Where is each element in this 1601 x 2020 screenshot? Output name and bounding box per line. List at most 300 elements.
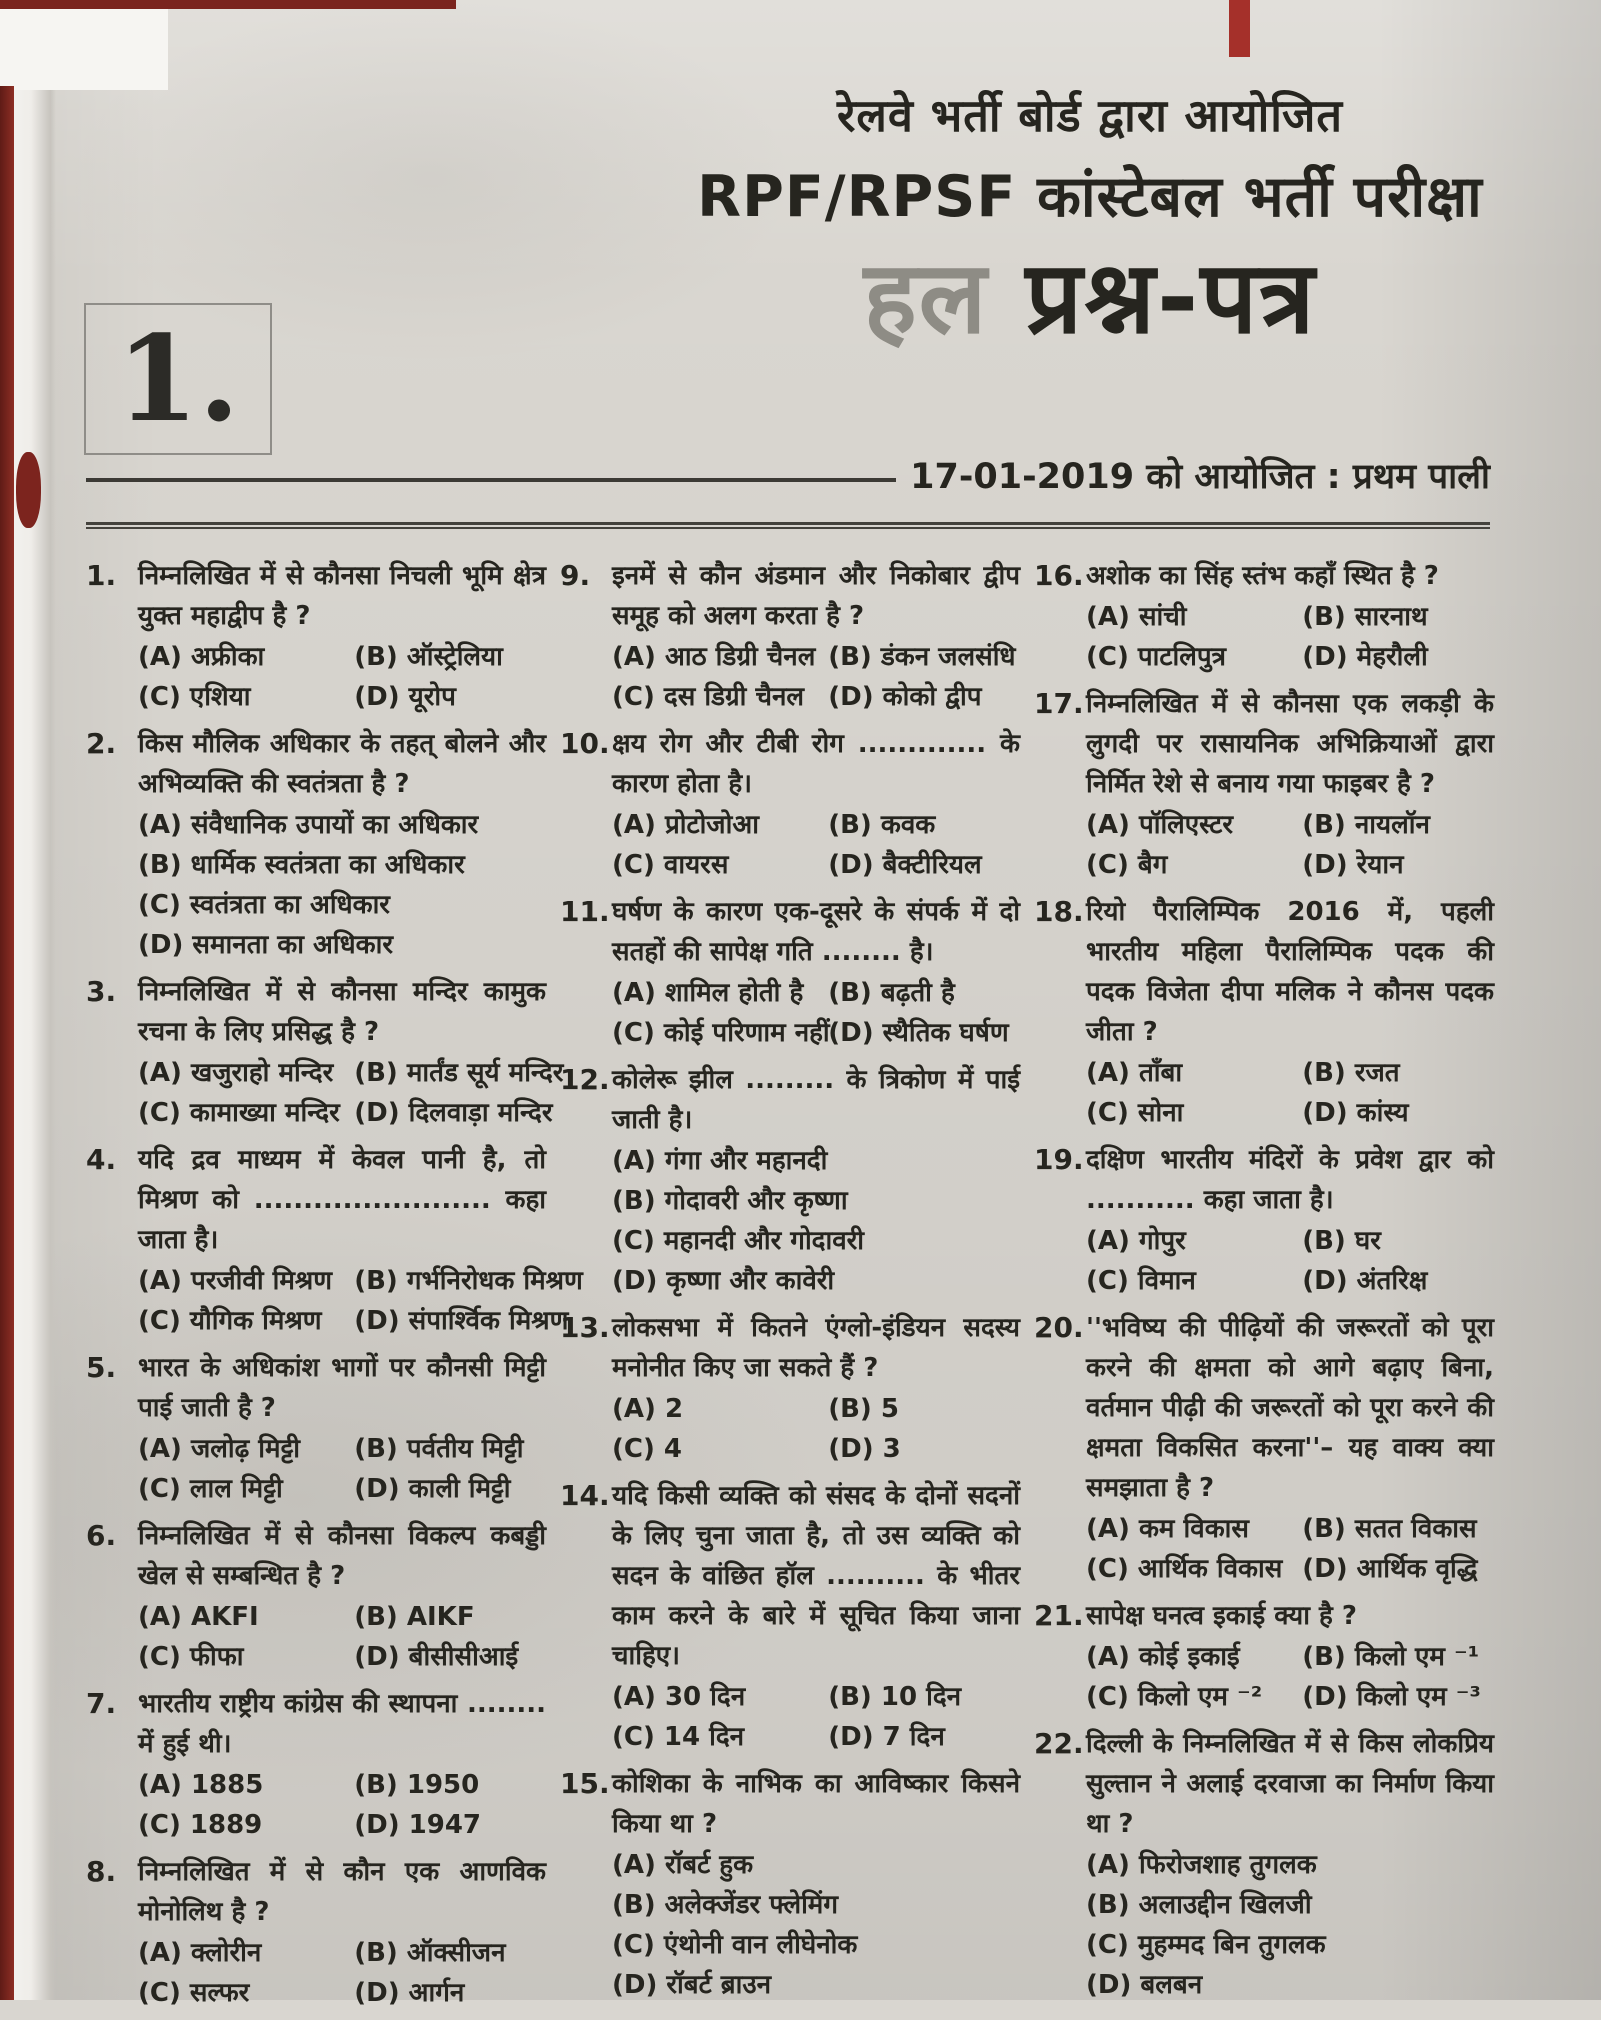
question-item [86, 556, 546, 717]
question-body [138, 1852, 546, 2013]
option-text: महानदी और गोदावरी [654, 1226, 865, 1256]
option-text: यूरोप [399, 682, 456, 712]
option-label: (B) [828, 642, 872, 672]
question-number: 12. [560, 1063, 610, 1096]
question-text: कोशिका के नाभिक का आविष्कार किसने किया था ? [612, 1769, 1020, 1839]
question-number: 8. [86, 1855, 117, 1888]
book-cover-left-edge [0, 86, 14, 2000]
option-label: (A) [138, 1058, 182, 1088]
option-item [138, 1637, 354, 1677]
option-label: (D) [1302, 642, 1348, 672]
option-item [1086, 1509, 1302, 1549]
option-item [1086, 805, 1302, 845]
option-item [612, 1181, 1020, 1221]
options-grid [138, 1933, 546, 2013]
option-label: (C) [1086, 1682, 1129, 1712]
option-text: पाटलिपुत्र [1128, 642, 1226, 672]
option-item [354, 1973, 546, 2013]
option-item [1086, 1637, 1302, 1677]
option-text: फीफा [180, 1642, 244, 1672]
option-item [1086, 1885, 1494, 1925]
option-label: (C) [1086, 1098, 1129, 1128]
option-label: (A) [138, 1770, 182, 1800]
options-grid [138, 1597, 546, 1677]
option-text: आर्थिक विकास [1128, 1554, 1283, 1584]
option-label: (C) [138, 1978, 181, 2008]
option-item [1086, 1093, 1302, 1133]
option-item [1302, 597, 1494, 637]
option-label: (D) [354, 682, 400, 712]
option-text: किलो एम ⁻² [1128, 1682, 1263, 1712]
option-text: आर्गन [399, 1978, 465, 2008]
option-label: (C) [1086, 850, 1129, 880]
paper-title-word-question-paper: प्रश्न-पत्र [1025, 239, 1317, 356]
option-item [138, 805, 546, 845]
option-item [612, 1429, 828, 1469]
option-item [354, 1805, 546, 1845]
option-item [612, 1141, 1020, 1181]
option-item [1302, 1261, 1494, 1301]
question-item [86, 724, 546, 965]
exam-date-row [86, 452, 1490, 499]
option-label: (A) [612, 1146, 656, 1176]
option-text: आठ डिग्री चैनल [655, 642, 816, 672]
option-text: मुहम्मद बिन तुगलक [1128, 1930, 1326, 1960]
option-label: (C) [612, 1018, 655, 1048]
option-text: ताँबा [1129, 1058, 1183, 1088]
question-item [1034, 1140, 1494, 1301]
option-label: (D) [354, 1306, 400, 1336]
option-item [1302, 845, 1494, 885]
option-text: सल्फर [180, 1978, 250, 2008]
option-label: (D) [612, 1266, 658, 1296]
options-grid [1086, 1509, 1494, 1589]
question-body [1086, 556, 1494, 677]
option-label: (B) [354, 1938, 398, 1968]
option-label: (B) [1302, 1642, 1346, 1672]
options-grid [138, 1053, 564, 1133]
option-text: घर [1345, 1226, 1381, 1256]
options-grid [138, 805, 546, 965]
option-label: (B) [612, 1890, 656, 1920]
question-body [1086, 892, 1494, 1133]
question-body [138, 972, 564, 1133]
option-label: (A) [612, 1394, 656, 1424]
option-label: (A) [1086, 810, 1130, 840]
paper-title [660, 239, 1520, 356]
option-text: बैक्टीरियल [873, 850, 982, 880]
question-column-2 [560, 556, 1020, 2020]
question-body [1086, 1724, 1494, 2005]
option-text: स्थैतिक घर्षण [873, 1018, 1009, 1048]
question-text: दक्षिण भारतीय मंदिरों के प्रवेश द्वार को ........... कहा जाता है। [1086, 1145, 1494, 1215]
option-text: एशिया [180, 682, 251, 712]
option-text: समानता का अधिकार [183, 930, 393, 960]
option-text: प्रोटोजोआ [655, 810, 759, 840]
options-grid [1086, 1221, 1494, 1301]
question-item [560, 892, 1020, 1053]
option-item [354, 1093, 553, 1133]
option-label: (D) [612, 1970, 658, 2000]
option-item [1086, 845, 1302, 885]
option-text: अलाउद्दीन खिलजी [1129, 1890, 1312, 1920]
question-item [560, 1764, 1020, 2005]
option-text: 5 [871, 1394, 899, 1424]
option-label: (D) [354, 1642, 400, 1672]
question-number: 21. [1034, 1599, 1084, 1632]
option-label: (D) [828, 1722, 874, 1752]
options-grid [612, 1141, 1020, 1301]
option-item [354, 1261, 583, 1301]
option-item [612, 1221, 1020, 1261]
option-text: कम विकास [1129, 1514, 1249, 1544]
header-exam-name-line: RPF/RPSF कांस्टेबल भर्ती परीक्षा [697, 164, 1483, 230]
option-label: (B) [138, 850, 182, 880]
option-item [828, 637, 1020, 677]
option-text: काली मिट्टी [399, 1474, 511, 1504]
option-label: (B) [828, 810, 872, 840]
question-text: क्षय रोग और टीबी रोग ............. के कारण होता है। [612, 729, 1020, 799]
option-item [354, 1637, 546, 1677]
option-item [612, 637, 828, 677]
option-label: (A) [612, 642, 656, 672]
options-grid [1086, 1845, 1494, 2005]
question-number: 20. [1034, 1311, 1084, 1344]
question-body [1086, 1140, 1494, 1301]
option-text: परजीवी मिश्रण [181, 1266, 333, 1296]
book-cover-top-right-mark [1229, 0, 1250, 57]
option-item [612, 973, 828, 1013]
option-item [1302, 1677, 1494, 1717]
option-label: (D) [1302, 1098, 1348, 1128]
option-label: (A) [138, 810, 182, 840]
question-number: 2. [86, 727, 117, 760]
option-item [828, 973, 1020, 1013]
option-label: (A) [1086, 1058, 1130, 1088]
question-number: 15. [560, 1767, 610, 1800]
option-item [828, 677, 1020, 717]
option-text: बैग [1128, 850, 1168, 880]
option-label: (D) [354, 1978, 400, 2008]
option-text: डंकन जलसंधि [871, 642, 1016, 672]
option-item [354, 1301, 569, 1341]
option-text: रॉबर्ट हुक [655, 1850, 754, 1880]
option-item [612, 1845, 1020, 1885]
question-number: 1. [86, 559, 117, 592]
option-item [138, 1765, 354, 1805]
option-label: (A) [1086, 1850, 1130, 1880]
option-text: यौगिक मिश्रण [180, 1306, 322, 1336]
option-item [612, 1261, 1020, 1301]
option-text: संपार्श्विक मिश्रण [399, 1306, 569, 1336]
option-label: (C) [612, 1434, 655, 1464]
option-item [138, 1053, 354, 1093]
question-item [560, 1308, 1020, 1469]
options-grid [612, 1677, 1020, 1757]
question-item [86, 1516, 546, 1677]
option-label: (A) [1086, 602, 1130, 632]
question-body [138, 1684, 546, 1845]
header-organizer-line: रेलवे भर्ती बोर्ड द्वारा आयोजित [837, 89, 1343, 142]
option-text: गंगा और महानदी [655, 1146, 828, 1176]
question-columns [86, 556, 1494, 2020]
option-text: स्वतंत्रता का अधिकार [180, 890, 390, 920]
option-label: (D) [354, 1098, 400, 1128]
option-text: ऑस्ट्रेलिया [397, 642, 503, 672]
question-number: 6. [86, 1519, 117, 1552]
option-text: बीसीसीआई [399, 1642, 519, 1672]
option-text: कोई परिणाम नहीं [654, 1018, 830, 1048]
option-text: अफ्रीका [181, 642, 265, 672]
option-text: कोई इकाई [1129, 1642, 1240, 1672]
option-label: (A) [138, 1266, 182, 1296]
option-label: (D) [1302, 1266, 1348, 1296]
option-text: 1889 [180, 1810, 263, 1840]
question-item [1034, 892, 1494, 1133]
option-item [1302, 637, 1494, 677]
option-text: AIKF [397, 1602, 475, 1632]
options-grid [138, 1765, 546, 1845]
question-text: भारतीय राष्ट्रीय कांग्रेस की स्थापना ........ में हुई थी। [138, 1689, 546, 1759]
option-label: (C) [1086, 1930, 1129, 1960]
option-text: सतत विकास [1345, 1514, 1477, 1544]
option-label: (C) [612, 1930, 655, 1960]
option-label: (D) [354, 1474, 400, 1504]
question-column-3 [1034, 556, 1494, 2020]
question-body [612, 556, 1020, 717]
option-label: (C) [138, 682, 181, 712]
option-label: (B) [354, 1058, 398, 1088]
option-item [1302, 1221, 1494, 1261]
question-number: 7. [86, 1687, 117, 1720]
question-number: 16. [1034, 559, 1084, 592]
option-label: (C) [138, 1642, 181, 1672]
question-text: लोकसभा में कितने एंग्लो-इंडियन सदस्य मनोनीत किए जा सकते हैं ? [612, 1313, 1020, 1383]
question-number: 11. [560, 895, 610, 928]
option-item [1302, 1053, 1494, 1093]
option-item [828, 1717, 1020, 1757]
question-body [138, 556, 546, 717]
option-text: अंतरिक्ष [1347, 1266, 1428, 1296]
option-item [138, 1301, 354, 1341]
option-item [138, 677, 354, 717]
question-text: निम्नलिखित में से कौनसा मन्दिर कामुक रचना के लिए प्रसिद्ध है ? [138, 977, 546, 1047]
options-grid [612, 1389, 1020, 1469]
option-item [1302, 1637, 1494, 1677]
option-item [612, 1885, 1020, 1925]
option-text: 1885 [181, 1770, 264, 1800]
option-item [354, 1053, 564, 1093]
options-grid [612, 1845, 1020, 2005]
option-item [354, 637, 546, 677]
option-label: (C) [612, 1722, 655, 1752]
page-corner-highlight [0, 0, 168, 90]
option-text: गोदावरी और कृष्णा [655, 1186, 848, 1216]
book-cover-top-edge [0, 0, 456, 9]
option-text: दिलवाड़ा मन्दिर [399, 1098, 553, 1128]
option-item [138, 637, 354, 677]
option-label: (B) [828, 978, 872, 1008]
option-text: AKFI [181, 1602, 259, 1632]
question-text: सापेक्ष घनत्व इकाई क्या है ? [1086, 1601, 1357, 1631]
question-number: 19. [1034, 1143, 1084, 1176]
option-label: (D) [354, 1810, 400, 1840]
option-item [1302, 1549, 1494, 1589]
option-label: (B) [354, 1770, 398, 1800]
option-text: किलो एम ⁻³ [1347, 1682, 1481, 1712]
option-text: अलेक्जेंडर फ्लेमिंग [655, 1890, 838, 1920]
question-body [1086, 684, 1494, 885]
option-item [138, 1429, 354, 1469]
options-grid [1086, 805, 1494, 885]
options-grid [1086, 1637, 1494, 1717]
question-item [1034, 684, 1494, 885]
option-text: खजुराहो मन्दिर [181, 1058, 334, 1088]
option-text: शामिल होती है [655, 978, 804, 1008]
question-item [560, 1476, 1020, 1757]
option-text: कांस्य [1347, 1098, 1409, 1128]
option-item [612, 1925, 1020, 1965]
option-label: (B) [612, 1186, 656, 1216]
question-number: 9. [560, 559, 591, 592]
option-text: 3 [873, 1434, 901, 1464]
option-text: 7 दिन [873, 1722, 945, 1752]
option-text: सारनाथ [1345, 602, 1428, 632]
question-item [560, 1060, 1020, 1301]
option-item [612, 1965, 1020, 2005]
option-item [612, 845, 828, 885]
option-label: (A) [138, 1434, 182, 1464]
question-number: 18. [1034, 895, 1084, 928]
option-label: (D) [138, 930, 184, 960]
paper-number-box [84, 303, 272, 455]
option-text: कामाख्या मन्दिर [180, 1098, 340, 1128]
option-item [1086, 1965, 1494, 2005]
question-text: अशोक का सिंह स्तंभ कहाँ स्थित है ? [1086, 561, 1439, 591]
option-text: संवैधानिक उपायों का अधिकार [181, 810, 479, 840]
option-text: रजत [1345, 1058, 1400, 1088]
option-text: आर्थिक वृद्धि [1347, 1554, 1478, 1584]
option-item [612, 1389, 828, 1429]
option-item [354, 1429, 546, 1469]
option-text: एंथोनी वान लीघेनोक [654, 1930, 858, 1960]
option-label: (D) [1302, 1554, 1348, 1584]
question-text: किस मौलिक अधिकार के तहत् बोलने और अभिव्यक्ति की स्वतंत्रता है ? [138, 729, 546, 799]
option-item [612, 805, 828, 845]
question-number: 10. [560, 727, 610, 760]
question-item [1034, 1596, 1494, 1717]
option-item [1302, 1509, 1494, 1549]
option-label: (C) [138, 1098, 181, 1128]
option-text: कवक [871, 810, 936, 840]
question-text: रियो पैरालिम्पिक 2016 में, पहली भारतीय महिला पैरालिम्पिक पदक की पदक विजेता दीपा मलिक ने कौनस पदक जीता ? [1086, 897, 1494, 1047]
option-text: किलो एम ⁻¹ [1345, 1642, 1480, 1672]
option-label: (C) [138, 1474, 181, 1504]
option-label: (A) [612, 810, 656, 840]
option-label: (A) [612, 978, 656, 1008]
options-grid [612, 637, 1020, 717]
option-text: क्लोरीन [181, 1938, 262, 1968]
question-text: दिल्ली के निम्नलिखित में से किस लोकप्रिय सुल्तान ने अलाई दरवाजा का निर्माण किया था ? [1086, 1729, 1494, 1839]
question-text: यदि किसी व्यक्ति को संसद के दोनों सदनों के लिए चुना जाता है, तो उस व्यक्ति को सदन के वांछित हॉल .......... के भीतर काम करने के बारे में सूचित किया जाना चाहिए। [612, 1481, 1020, 1671]
option-item [138, 1805, 354, 1845]
option-item [1086, 597, 1302, 637]
option-text: पॉलिएस्टर [1129, 810, 1234, 840]
option-text: 14 दिन [654, 1722, 745, 1752]
option-label: (A) [1086, 1226, 1130, 1256]
options-grid [138, 1261, 583, 1341]
question-item [86, 1684, 546, 1845]
question-body [612, 724, 1020, 885]
question-item [1034, 556, 1494, 677]
option-item [354, 1765, 546, 1805]
option-text: दस डिग्री चैनल [654, 682, 805, 712]
option-text: विमान [1128, 1266, 1196, 1296]
question-number: 13. [560, 1311, 610, 1344]
question-body [138, 1140, 583, 1341]
option-label: (B) [1086, 1890, 1130, 1920]
options-grid [138, 637, 546, 717]
option-text: 1947 [399, 1810, 482, 1840]
option-text: जलोढ़ मिट्टी [181, 1434, 301, 1464]
question-text: निम्नलिखित में से कौनसा निचली भूमि क्षेत्र युक्त महाद्वीप है ? [138, 561, 546, 631]
question-item [560, 724, 1020, 885]
question-text: यदि द्रव माध्यम में केवल पानी है, तो मिश्रण को ........................ कहा जाता है। [138, 1145, 546, 1255]
option-label: (D) [1086, 1970, 1132, 2000]
option-label: (D) [828, 850, 874, 880]
option-item [354, 677, 546, 717]
option-label: (D) [1302, 1682, 1348, 1712]
question-number: 14. [560, 1479, 610, 1512]
option-item [828, 1677, 1020, 1717]
option-label: (C) [138, 1306, 181, 1336]
option-text: लाल मिट्टी [180, 1474, 283, 1504]
option-item [612, 1013, 828, 1053]
option-label: (A) [138, 642, 182, 672]
option-item [828, 1013, 1020, 1053]
options-grid [612, 973, 1020, 1053]
option-item [138, 1093, 354, 1133]
question-item [86, 972, 564, 1133]
option-label: (C) [138, 1810, 181, 1840]
option-label: (A) [1086, 1642, 1130, 1672]
option-text: 10 दिन [871, 1682, 962, 1712]
question-text: भारत के अधिकांश भागों पर कौनसी मिट्टी पाई जाती है ? [138, 1353, 546, 1423]
option-item [138, 1597, 354, 1637]
exam-date-shift: 17-01-2019 को आयोजित : प्रथम पाली [910, 457, 1490, 497]
question-text: इनमें से कौन अंडमान और निकोबार द्वीप समूह को अलग करता है ? [612, 561, 1020, 631]
option-item [354, 1933, 546, 1973]
option-item [1086, 637, 1302, 677]
option-label: (C) [1086, 1266, 1129, 1296]
question-body [138, 1516, 546, 1677]
question-item [86, 1140, 583, 1341]
question-text: निम्नलिखित में से कौन एक आणविक मोनोलिथ है ? [138, 1857, 546, 1927]
question-number: 3. [86, 975, 117, 1008]
option-text: धार्मिक स्वतंत्रता का अधिकार [181, 850, 465, 880]
option-item [1302, 1093, 1494, 1133]
option-label: (A) [612, 1850, 656, 1880]
option-text: मार्तंड सूर्य मन्दिर [397, 1058, 564, 1088]
option-text: मेहरौली [1347, 642, 1428, 672]
option-label: (B) [1302, 1514, 1346, 1544]
option-label: (C) [612, 1226, 655, 1256]
option-item [138, 1933, 354, 1973]
option-text: सोना [1128, 1098, 1184, 1128]
question-text: घर्षण के कारण एक-दूसरे के संपर्क में दो सतहों की सापेक्ष गति ........ है। [612, 897, 1020, 967]
option-label: (B) [354, 642, 398, 672]
paper-number: 1. [116, 309, 240, 448]
